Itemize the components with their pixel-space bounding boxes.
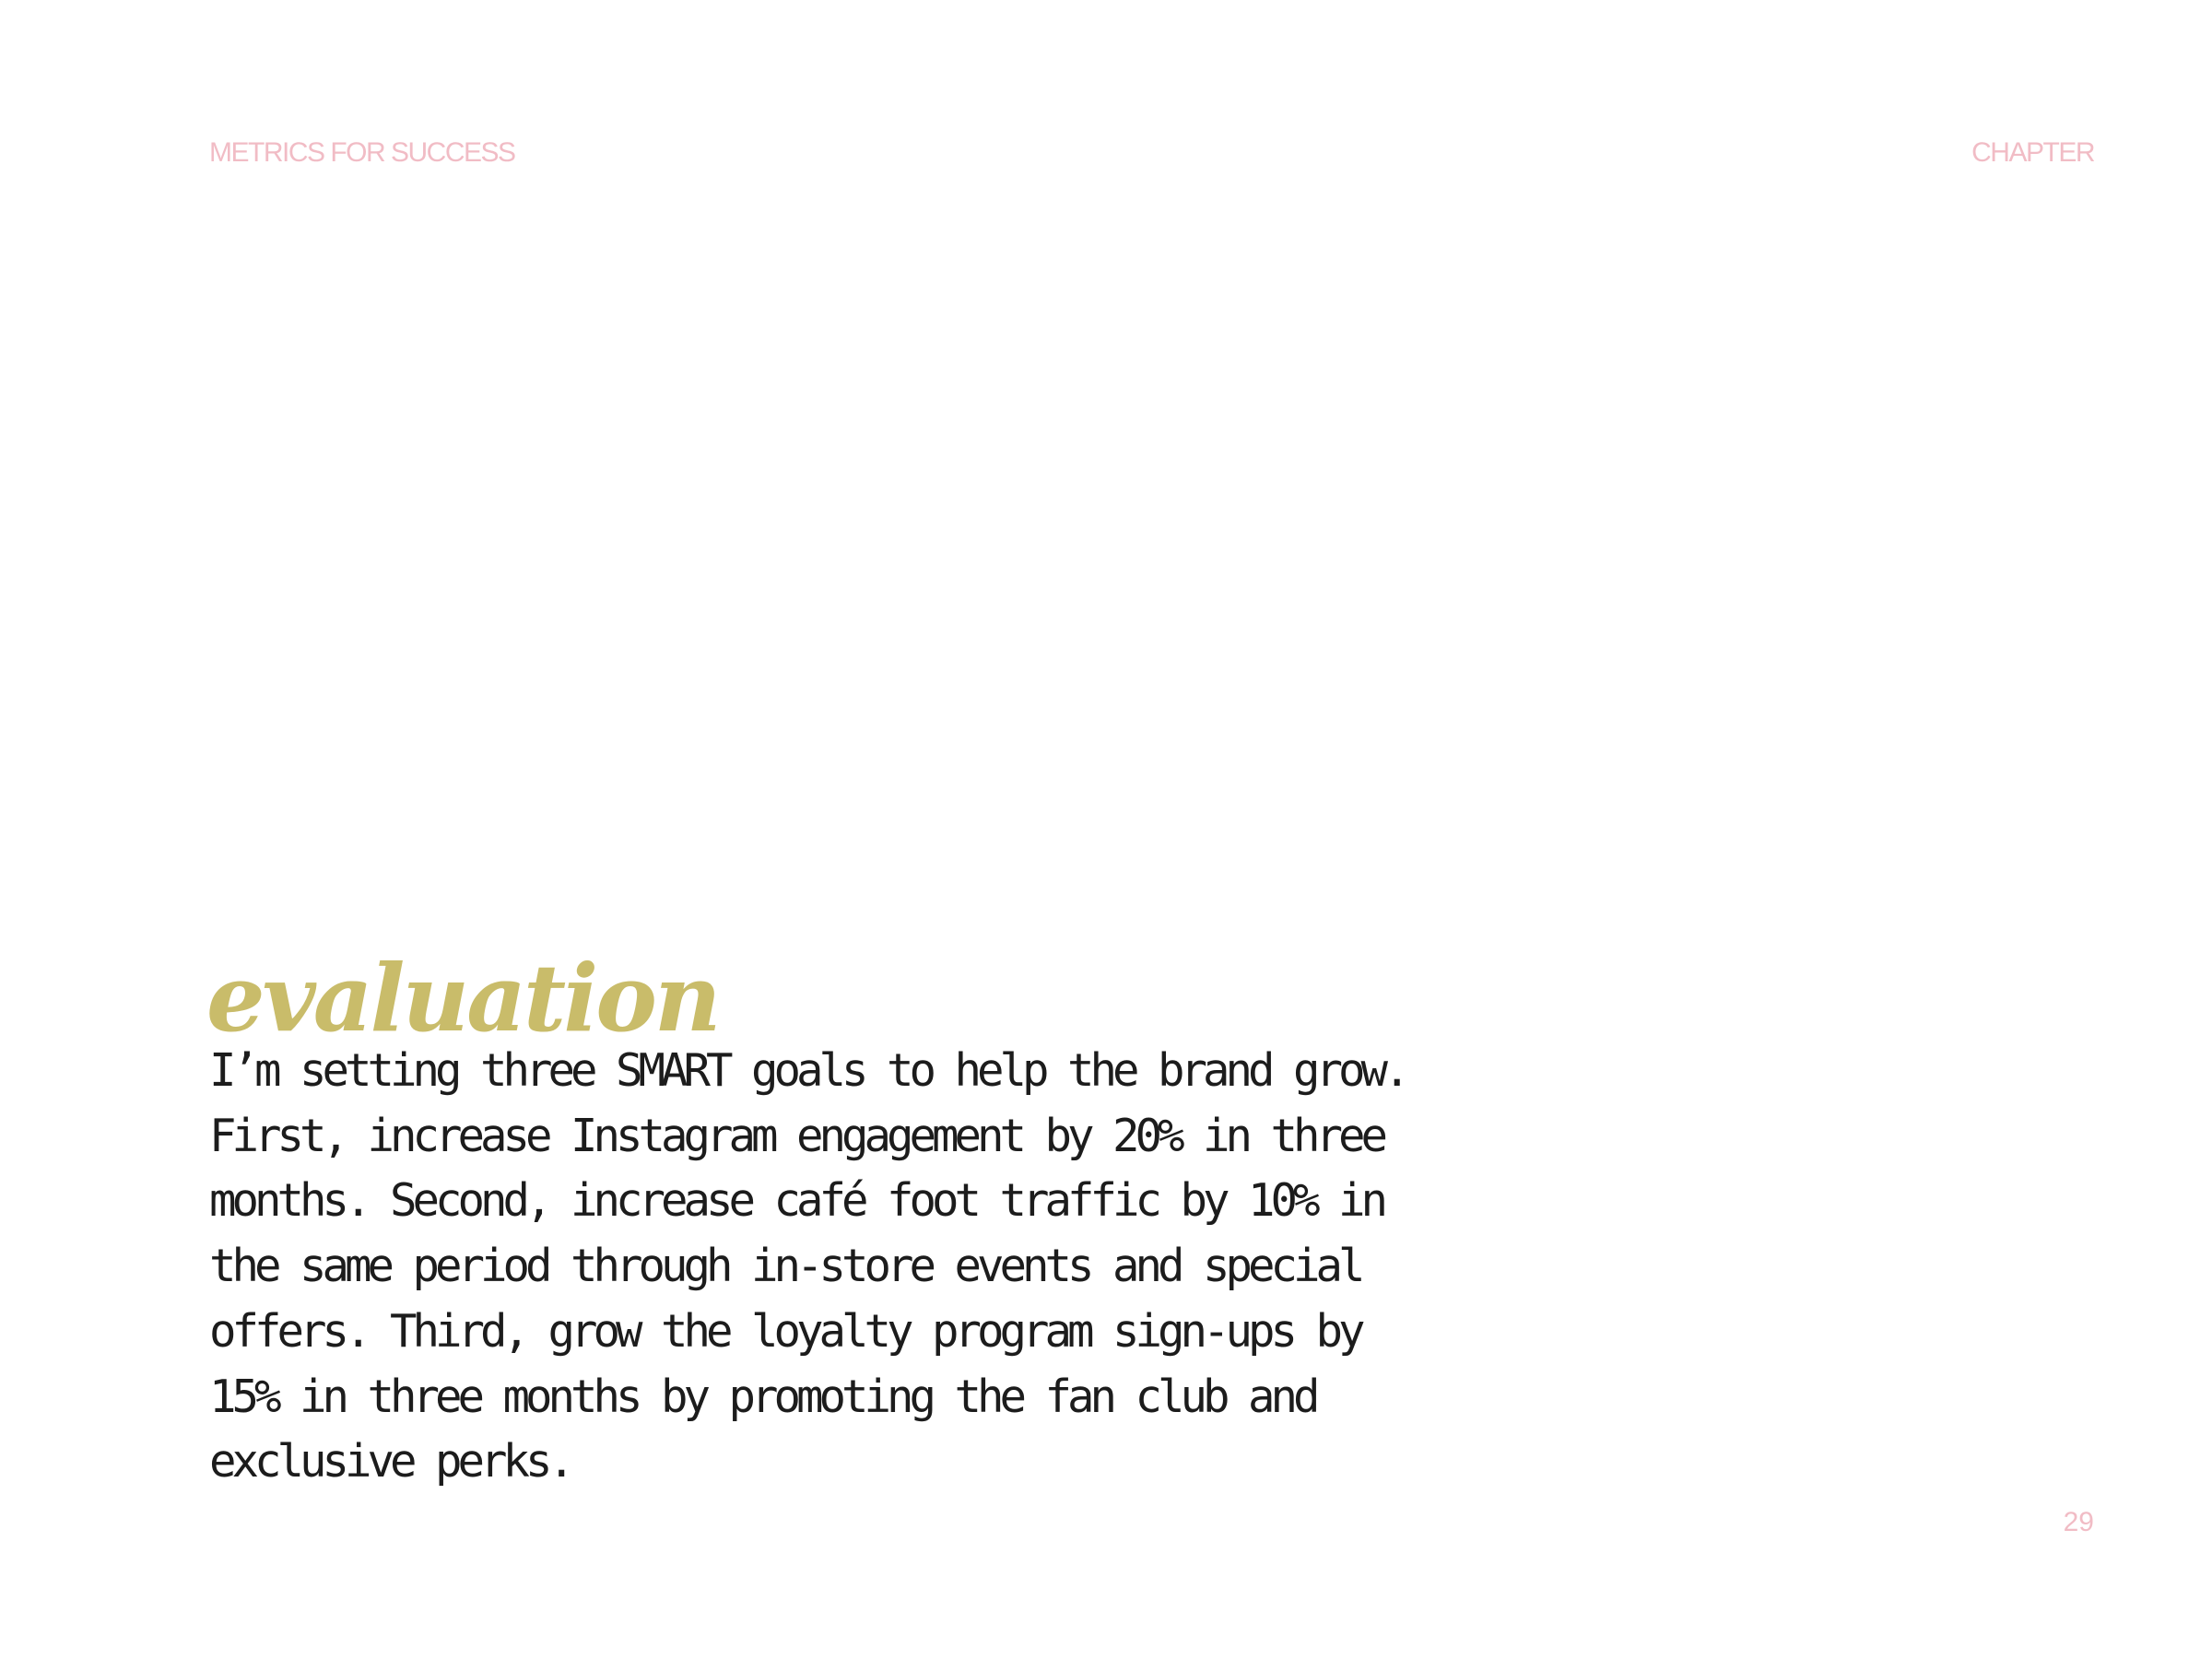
page-number: 29 <box>2063 1507 2094 1537</box>
running-header-title: METRICS FOR SUCCESS <box>209 137 515 168</box>
running-header-chapter: CHAPTER <box>1971 137 2094 168</box>
body-paragraph: I’m setting three SMART goals to help the brand grow. First, increase Instagram engagement by 20% in three months. Second, increase café foot traffic by 10% in the same period through in-store events and special offers. Third, grow the loyalty program sign-ups by 15% in three months by promoting the fan club and exclusive perks. <box>209 1044 1406 1488</box>
section-heading: evaluation <box>206 944 719 1053</box>
